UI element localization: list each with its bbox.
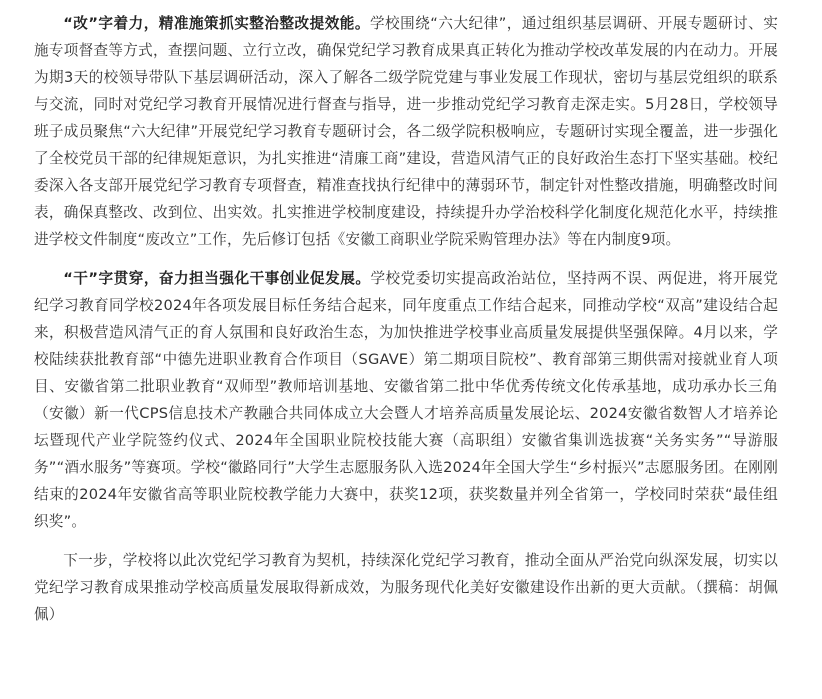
paragraph-lead: “改”字着力，精准施策抓实整治整改提效能。 (63, 15, 370, 32)
paragraph-text: 学校围绕“六大纪律”，通过组织基层调研、开展专题研讨、实施专项督查等方式，查摆问题、立行立改，确保党纪学习教育成果真正转化为推动学校改革发展的内在动力。开展为期3天的校领导带队下基层调研活动，深入了解各二级学院党建与事业发展工作现状，密切与基层党组织的联系与交流，同时对党纪学习教育开展情况进行督查与指导，进一步推动党纪学习教育走深走实。5月28日，学校领导班子成员聚焦“六大纪律”开展党纪学习教育专题研讨会，各二级学院积极响应，专题研讨实现全覆盖，进一步强化了全校党员干部的纪律规矩意识，为扎实推进“清廉工商”建设，营造风清气正的良好政治生态打下坚实基础。校纪委深入各支部开展党纪学习教育专项督查，精准查找执行纪律中的薄弱环节，制定针对性整改措施，明确整改时间表，确保真整改、改到位、出实效。扎实推进学校制度建设，持续提升办学治校科学化制度化规范化水平，持续推进学校文件制度“废改立”工作，先后修订包括《安徽工商职业学院采购管理办法》等在内制度9项。 (34, 15, 778, 248)
article-body (34, 10, 778, 628)
paragraph-text: 下一步，学校将以此次党纪学习教育为契机，持续深化党纪学习教育，推动全面从严治党向纵深发展，切实以党纪学习教育成果推动学校高质量发展取得新成效，为服务现代化美好安徽建设作出新的更大贡献。（撰稿：胡佩佩） (34, 552, 778, 623)
paragraph-lead: “干”字贯穿，奋力担当强化干事创业促发展。 (63, 270, 371, 287)
paragraph-next-steps (34, 547, 778, 628)
paragraph-text: 学校党委切实提高政治站位，坚持两不误、两促进，将开展党纪学习教育同学校2024年各项发展目标任务结合起来，同年度重点工作结合起来，同推动学校“双高”建设结合起来，积极营造风清气正的育人氛围和良好政治生态，为加快推进学校事业高质量发展提供坚强保障。4月以来，学校陆续获批教育部“中德先进职业教育合作项目（SGAVE）第二期项目院校”、教育部第三期供需对接就业育人项目、安徽省第二批职业教育“双师型”教师培训基地、安徽省第二批中华优秀传统文化传承基地，成功承办长三角（安徽）新一代CPS信息技术产教融合共同体成立大会暨人才培养高质量发展论坛、2024安徽省数智人才培养论坛暨现代产业学院签约仪式、2024年全国职业院校技能大赛（高职组）安徽省集训选拔赛“关务实务”“导游服务”“酒水服务”等赛项。学校“徽路同行”大学生志愿服务队入选2024年全国大学生“乡村振兴”志愿服务团。在刚刚结束的2024年安徽省高等职业院校教学能力大赛中，获奖12项，获奖数量并列全省第一，学校同时荣获“最佳组织奖”。 (34, 270, 779, 530)
paragraph-action (34, 265, 778, 535)
paragraph-reform (34, 10, 778, 253)
